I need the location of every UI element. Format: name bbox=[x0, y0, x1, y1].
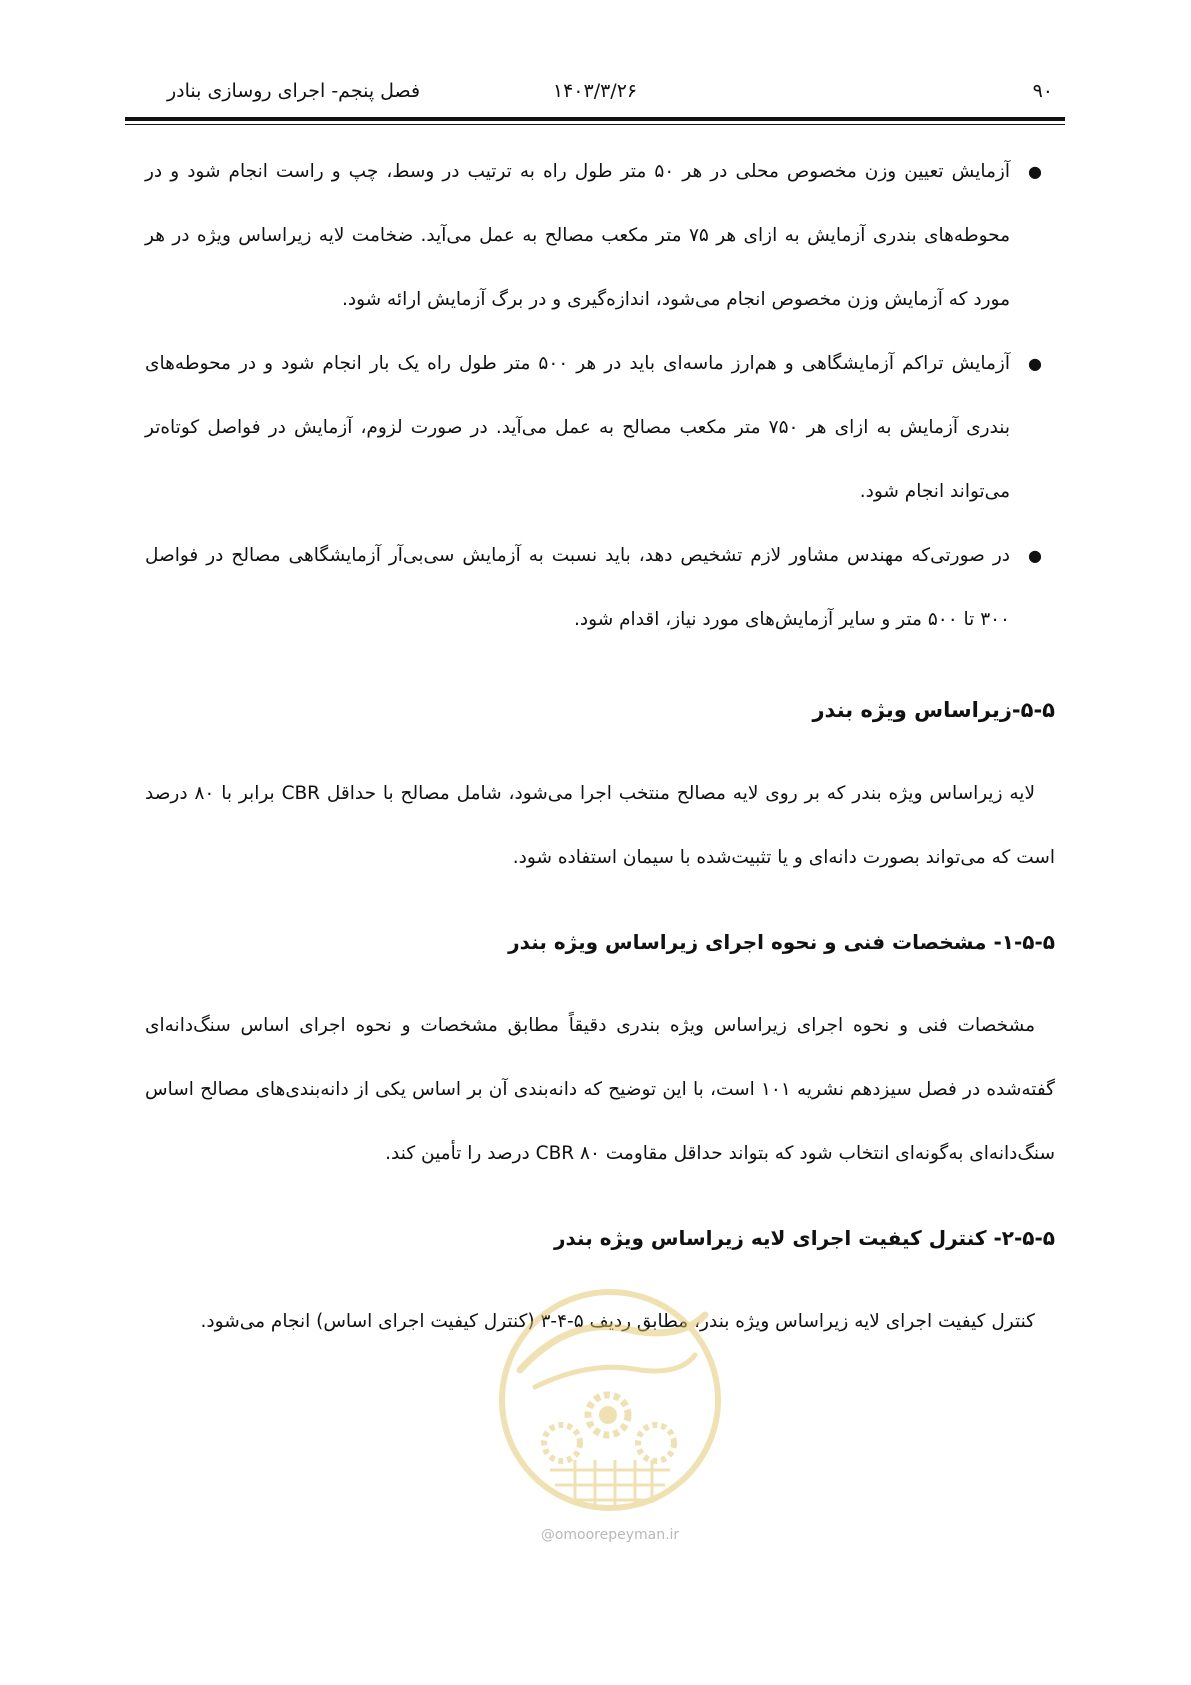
bullet-list bbox=[145, 140, 1055, 652]
watermark-logo-icon bbox=[480, 1275, 740, 1525]
spacer bbox=[145, 974, 1055, 994]
header-rule-thick bbox=[125, 117, 1065, 121]
chapter-title: فصل پنجم- اجرای روسازی بنادر bbox=[167, 80, 421, 102]
list-item-text: آزمایش تعیین وزن مخصوص محلی در هر ۵۰ متر طول راه به ترتیب در وسط، چپ و راست انجام شود و در محوطه‌های بندری آزمایش به ازای هر ۷۵ متر مکعب مصالح به عمل می‌آید. ضخامت لایه زیراساس ویژه در هر مورد که آزمایش وزن مخصوص انجام می‌شود، اندازه‌گیری و در برگ آزمایش ارائه شود. bbox=[145, 161, 1010, 310]
page-number: ۹۰ bbox=[1032, 80, 1053, 102]
list-item bbox=[145, 524, 1055, 652]
list-item bbox=[145, 140, 1055, 332]
bullet-icon: ● bbox=[1028, 162, 1042, 181]
page-content bbox=[145, 140, 1055, 1354]
section-heading: ۵-۵-زیراساس ویژه بندر bbox=[812, 698, 1055, 722]
section-intro-paragraph: لایه زیراساس ویژه بندر که بر روی لایه مصالح منتخب اجرا می‌شود، شامل مصالح با حداقل CBR برابر با ۸۰ درصد است که می‌تواند بصورت دانه‌ای و یا تثبیت‌شده با سیمان استفاده شود. bbox=[145, 783, 1055, 868]
header-rule-thin bbox=[125, 124, 1065, 125]
spacer bbox=[145, 1186, 1055, 1206]
list-item-text: در صورتی‌که مهندس مشاور لازم تشخیص دهد، باید نسبت به آزمایش سی‌بی‌آر آزمایشگاهی مصالح در فواصل ۳۰۰ تا ۵۰۰ متر و سایر آزمایش‌های مورد نیاز، اقدام شود. bbox=[145, 545, 1010, 630]
bullet-icon: ● bbox=[1028, 354, 1042, 373]
page-header bbox=[125, 76, 1065, 116]
bullet-icon: ● bbox=[1028, 546, 1042, 565]
subsection-paragraph: کنترل کیفیت اجرای لایه زیراساس ویژه بندر، مطابق ردیف ۵-۴-۳ (کنترل کیفیت اجرای اساس) انجام می‌شود. bbox=[200, 1311, 1035, 1332]
spacer bbox=[145, 890, 1055, 910]
subsection-heading: ۱-۵-۵- مشخصات فنی و نحوه اجرای زیراساس ویژه بندر bbox=[508, 930, 1055, 954]
subsection-paragraph: مشخصات فنی و نحوه اجرای زیراساس ویژه بندری دقیقاً مطابق مشخصات و نحوه اجرای اساس سنگ‌دانه‌ای گفته‌شده در فصل سیزدهم نشریه ۱۰۱ است، با این توضیح که دانه‌بندی آن بر اساس یکی از دانه‌بندی‌های مصالح اساس سنگ‌دانه‌ای به‌گونه‌ای انتخاب شود که بتواند حداقل مقاومت CBR ۸۰ درصد را تأمین کند. bbox=[145, 1015, 1055, 1164]
spacer bbox=[145, 652, 1055, 678]
spacer bbox=[145, 742, 1055, 762]
subsection-heading: ۲-۵-۵- کنترل کیفیت اجرای لایه زیراساس ویژه بندر bbox=[553, 1226, 1055, 1250]
list-item bbox=[145, 332, 1055, 524]
watermark-url: @omoorepeyman.ir bbox=[540, 1527, 680, 1543]
header-date: ۱۴۰۳/۳/۲۶ bbox=[552, 80, 638, 102]
list-item-text: آزمایش تراکم آزمایشگاهی و هم‌ارز ماسه‌ای باید در هر ۵۰۰ متر طول راه یک بار انجام شود و در محوطه‌های بندری آزمایش به ازای هر ۷۵۰ متر مکعب مصالح به عمل می‌آید. در صورت لزوم، آزمایش در فواصل کوتاه‌تر می‌تواند انجام شود. bbox=[145, 353, 1011, 502]
